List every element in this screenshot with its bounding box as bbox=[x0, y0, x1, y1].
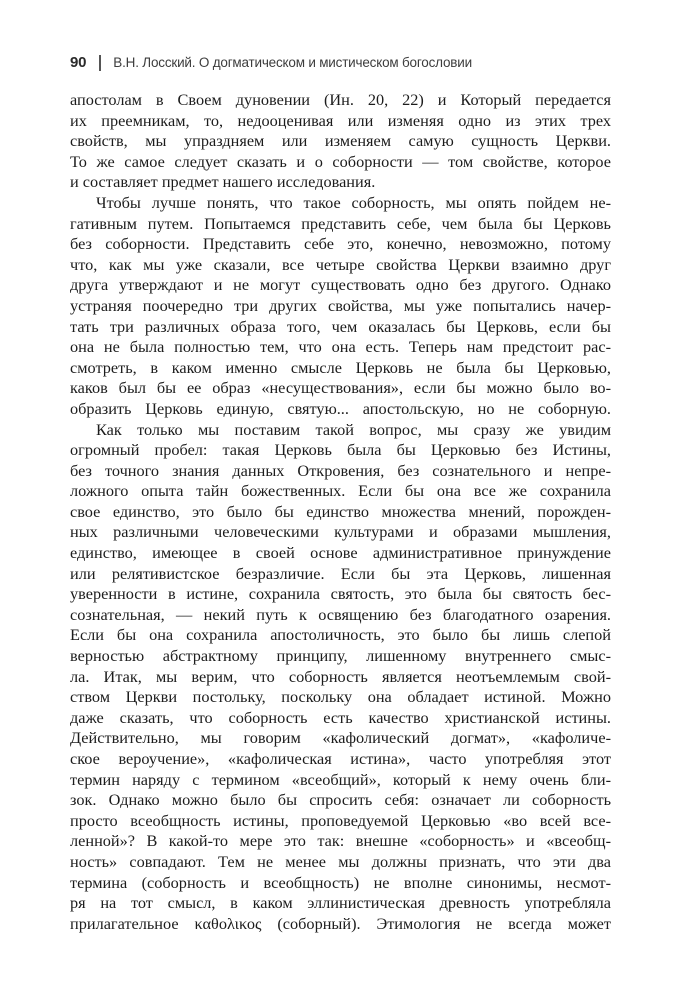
running-head bbox=[70, 54, 472, 71]
page-number: 90 bbox=[70, 54, 87, 71]
text-line: То же самое следует сказать и о соборности — том свойстве, которое bbox=[70, 151, 611, 171]
text-line: их преемникам, то, недооценивая или изменяя одно из этих трех bbox=[70, 110, 611, 130]
text-line: ложного опыта тайн божественных. Если бы она все же сохранила bbox=[70, 481, 611, 501]
text-line: прилагательное καθολικος (соборный). Этимология не всегда может bbox=[70, 913, 611, 933]
text-line: ла. Итак, мы верим, что соборность является неотъемлемым свой- bbox=[70, 666, 611, 686]
text-line: ря на тот смысл, в каком эллинистическая древность употребляла bbox=[70, 893, 611, 913]
text-line: ленной»? В какой-то мере это так: внешне «соборность» и «всеобщ- bbox=[70, 831, 611, 851]
text-line: уверенности в истине, сохранила святость, это была бы святость бес- bbox=[70, 584, 611, 604]
text-line: Чтобы лучше понять, что такое соборность, мы опять пойдем не- bbox=[96, 192, 611, 212]
text-line: без соборности. Представить себе это, конечно, невозможно, потому bbox=[70, 234, 611, 254]
text-line: она не была полностью тем, что она есть. Теперь нам предстоит рас- bbox=[70, 337, 611, 357]
text-line: и составляет предмет нашего исследования. bbox=[70, 172, 376, 192]
text-line: апостолам в Своем дуновении (Ин. 20, 22) и Который передается bbox=[70, 90, 611, 109]
text-line: свое единство, это было бы единство множества мнений, порожден- bbox=[70, 501, 611, 521]
paragraph bbox=[70, 420, 611, 935]
text-line: друга утверждают и не могут существовать одно без другого. Однако bbox=[70, 275, 611, 295]
text-line: каков был бы ее образ «несуществования», если бы можно было во- bbox=[70, 378, 611, 398]
running-head-title: В.Н. Лосский. О догматическом и мистическом богословии bbox=[113, 55, 472, 70]
text-line: верностью абстрактному принципу, лишенному внутреннего смыс- bbox=[70, 646, 611, 666]
page-body bbox=[70, 90, 611, 934]
text-line: Как только мы поставим такой вопрос, мы сразу же увидим bbox=[96, 419, 611, 439]
text-line: свойств, мы упраздняем или изменяем самую сущность Церкви. bbox=[70, 131, 611, 151]
text-line: без точного знания данных Откровения, без сознательного и непре- bbox=[70, 460, 611, 480]
text-line: термин наряду с термином «всеобщий», который к нему очень бли- bbox=[70, 769, 611, 789]
text-line: ность» совпадают. Тем не менее мы должны признать, что эти два bbox=[70, 851, 611, 871]
text-line: термина (соборность и всеобщность) не вполне синонимы, несмот- bbox=[70, 872, 611, 892]
text-line: просто всеобщность истины, проповедуемой Церковью «во всей все- bbox=[70, 810, 611, 830]
paragraph bbox=[70, 90, 611, 193]
text-line: Если бы она сохранила апостоличность, это было бы лишь слепой bbox=[70, 625, 611, 645]
text-line: даже сказать, что соборность есть качество христианской истины. bbox=[70, 707, 611, 727]
text-line: Действительно, мы говорим «кафолический догмат», «кафоличе- bbox=[70, 728, 611, 748]
text-line: зок. Однако можно было бы спросить себя: означает ли соборность bbox=[70, 790, 611, 810]
header-divider-bar bbox=[99, 55, 101, 71]
text-line: огромный пробел: такая Церковь была бы Церковью без Истины, bbox=[70, 440, 611, 460]
text-line: гативным путем. Попытаемся представить себе, чем была бы Церковь bbox=[70, 213, 611, 233]
text-line: ством Церкви постольку, поскольку она обладает истиной. Можно bbox=[70, 687, 611, 707]
text-line: тать три различных образа того, чем оказалась бы Церковь, если бы bbox=[70, 316, 611, 336]
text-line: ское вероучение», «кафолическая истина», часто употребляя этот bbox=[70, 749, 611, 768]
text-line: или релятивистское безразличие. Если бы эта Церковь, лишенная bbox=[70, 563, 611, 583]
text-line: что, как мы уже сказали, все четыре свойства Церкви взаимно друг bbox=[70, 254, 611, 274]
paragraph bbox=[70, 193, 611, 420]
text-line: смотреть, в каком именно смысле Церковь не была бы Церковью, bbox=[70, 357, 611, 377]
text-line: образить Церковь единую, святую... апостольскую, но не соборную. bbox=[70, 398, 611, 418]
text-line: сознательная, — некий путь к освящению без благодатного озарения. bbox=[70, 604, 611, 624]
text-line: единство, имеющее в своей основе административное принуждение bbox=[70, 543, 611, 563]
text-line: ных различными человеческими культурами и образами мышления, bbox=[70, 522, 611, 542]
text-line: устраняя поочередно три других свойства, мы уже попытались начер- bbox=[70, 295, 611, 315]
